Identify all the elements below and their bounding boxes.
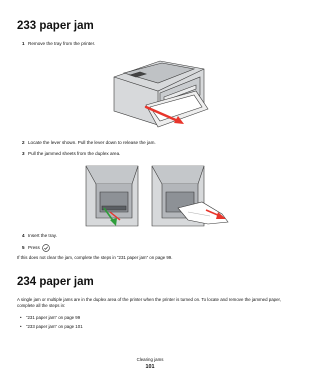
duplex-lever-illustration [82, 162, 142, 230]
ok-button-icon [42, 244, 50, 252]
bullet-231: • “231 paper jam” on page 99 [20, 315, 80, 321]
section-title-233: 233 paper jam [17, 20, 94, 32]
footer-section: Clearing jams [136, 357, 164, 362]
step-4: 4 Insert the tray. [22, 233, 58, 238]
step-3: 3 Pull the jammed sheets from the duplex area. [22, 151, 121, 156]
printer-tray-removal-illustration [100, 55, 212, 135]
step-2: 2 Locate the lever shown. Pull the lever down to release the jam. [22, 140, 156, 145]
step-1: 1 Remove the tray from the printer. [22, 41, 96, 46]
bullet-233: • “233 paper jam” on page 101 [20, 324, 83, 330]
step-5: 5 Press [22, 244, 49, 252]
intro-paragraph: A single jam or multiple jams are in the duplex area of the printer when the printer is turned on. To locate and remove the jammed paper, complete all the steps in: [17, 297, 281, 308]
section-title-234: 234 paper jam [17, 276, 94, 288]
page-number: 101 [145, 364, 155, 370]
jammed-sheets-illustration [148, 162, 230, 230]
note-text: If this does not clear the jam, complete the steps in “231 paper jam” on page 99. [17, 255, 173, 260]
